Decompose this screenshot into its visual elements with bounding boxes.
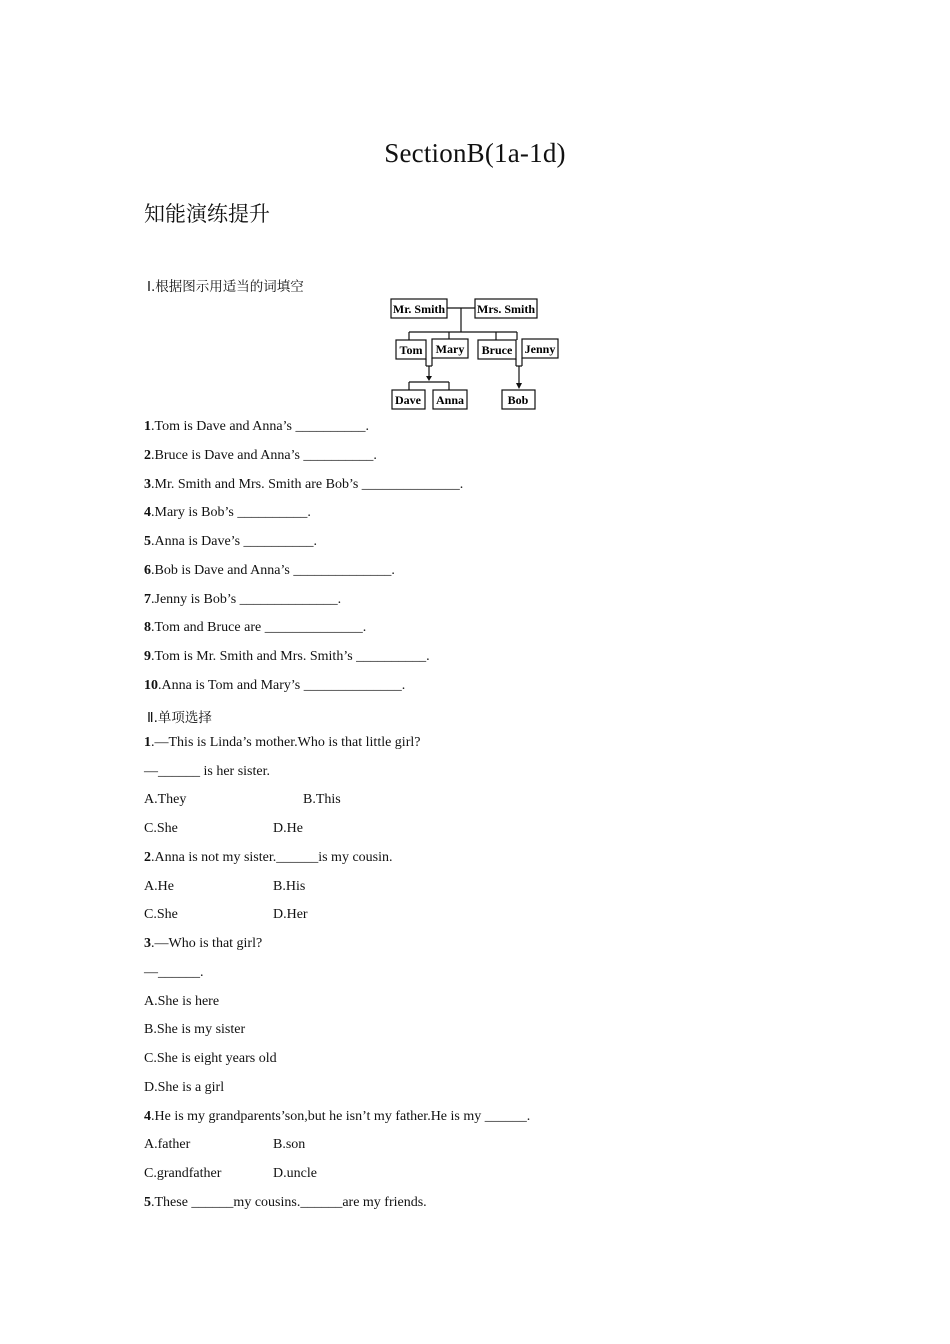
fill-item: 6.Bob is Dave and Anna’s ______________. xyxy=(144,563,395,578)
fill-item: 9.Tom is Mr. Smith and Mrs. Smith’s __________. xyxy=(144,649,430,664)
page-title: SectionB(1a-1d) xyxy=(384,138,566,168)
option-c: C.grandfather xyxy=(144,1166,222,1181)
option-c: C.She is eight years old xyxy=(144,1051,277,1066)
fill-item: 3.Mr. Smith and Mrs. Smith are Bob’s ______________. xyxy=(144,477,464,492)
question-1: 1.—This is Linda’s mother.Who is that little girl? xyxy=(144,735,421,750)
option-a: A.They xyxy=(144,792,187,807)
option-b: B.She is my sister xyxy=(144,1022,246,1037)
option-c: C.She xyxy=(144,907,178,922)
tree-label-mary: Mary xyxy=(435,342,465,356)
tree-label-jenny: Jenny xyxy=(524,342,556,356)
tree-arrow xyxy=(426,376,432,381)
question-3-answer-line: —______. xyxy=(144,965,204,980)
question-1-answer-line: —______ is her sister. xyxy=(144,764,270,779)
question-5: 5.These ______my cousins.______are my friends. xyxy=(144,1195,427,1210)
fill-item: 4.Mary is Bob’s __________. xyxy=(144,505,311,520)
option-a: A.He xyxy=(144,879,174,894)
option-a: A.She is here xyxy=(144,994,220,1009)
option-a: A.father xyxy=(144,1137,191,1152)
tree-label-anna: Anna xyxy=(435,393,465,407)
fill-item: 5.Anna is Dave’s __________. xyxy=(144,534,318,549)
part1-heading: Ⅰ.根据图示用适当的词填空 xyxy=(147,279,304,295)
option-d: D.uncle xyxy=(273,1166,317,1181)
option-c: C.She xyxy=(144,821,178,836)
fill-item: 10.Anna is Tom and Mary’s ______________. xyxy=(144,678,406,693)
tree-label-mrs-smith: Mrs. Smith xyxy=(477,302,535,316)
tree-arrow xyxy=(516,383,522,389)
section-subtitle: 知能演练提升 xyxy=(144,202,270,226)
question-2: 2.Anna is not my sister.______is my cousin. xyxy=(144,850,393,865)
fill-item: 7.Jenny is Bob’s ______________. xyxy=(144,592,342,607)
question-3: 3.—Who is that girl? xyxy=(144,936,263,951)
family-tree-diagram xyxy=(385,294,565,414)
option-b: B.His xyxy=(273,879,306,894)
fill-item: 8.Tom and Bruce are ______________. xyxy=(144,620,367,635)
tree-label-bob: Bob xyxy=(507,393,529,407)
fill-item: 1.Tom is Dave and Anna’s __________. xyxy=(144,419,369,434)
tree-label-dave: Dave xyxy=(395,393,421,407)
part2-heading: Ⅱ.单项选择 xyxy=(147,710,212,726)
question-4: 4.He is my grandparents’son,but he isn’t my father.He is my ______. xyxy=(144,1109,531,1124)
option-d: D.Her xyxy=(273,907,308,922)
fill-item: 2.Bruce is Dave and Anna’s __________. xyxy=(144,448,377,463)
option-b: B.This xyxy=(303,792,341,807)
tree-label-bruce: Bruce xyxy=(481,343,513,357)
option-d: D.He xyxy=(273,821,303,836)
option-b: B.son xyxy=(273,1137,306,1152)
tree-label-mr-smith: Mr. Smith xyxy=(392,302,446,316)
tree-label-tom: Tom xyxy=(399,343,423,357)
option-d: D.She is a girl xyxy=(144,1080,225,1095)
